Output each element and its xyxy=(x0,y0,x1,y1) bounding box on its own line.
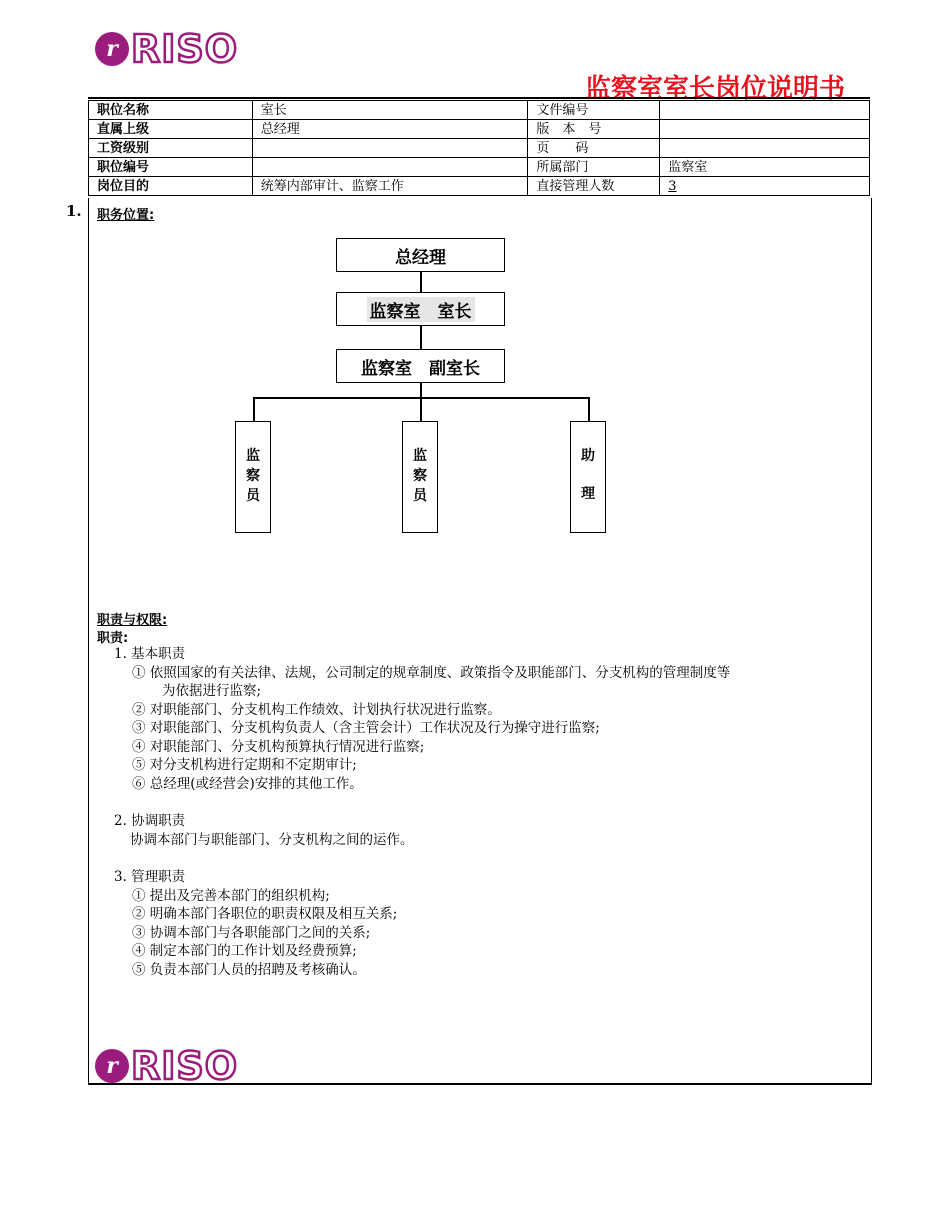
table-row xyxy=(89,101,870,120)
org-connector xyxy=(588,397,590,421)
duty-item: 协调本部门与职能部门、分支机构之间的运作。 xyxy=(130,832,414,848)
section-number: 1. xyxy=(66,202,82,220)
table-value: 统筹内部审计、监察工作 xyxy=(252,177,528,196)
document-title: 监察室室长岗位说明书 xyxy=(585,74,846,104)
table-row xyxy=(89,158,870,177)
org-node-general-manager: 总经理 xyxy=(336,238,505,272)
riso-logo xyxy=(95,27,239,71)
table-value xyxy=(252,158,528,177)
table-label: 职位编号 xyxy=(89,158,253,177)
duty-item: ④ 制定本部门的工作计划及经费预算; xyxy=(132,943,357,959)
org-node-director-label: 监察室 室长 xyxy=(367,297,475,322)
duty-item: 为依据进行监察; xyxy=(162,683,262,699)
table-label: 版 本 号 xyxy=(528,120,660,139)
org-node-char: 理 xyxy=(581,486,595,502)
section-title-responsibilities: 职责与权限: xyxy=(97,613,168,628)
table-row xyxy=(89,139,870,158)
org-node-char: 员 xyxy=(246,488,260,504)
org-connector xyxy=(420,272,422,292)
table-label: 岗位目的 xyxy=(89,177,253,196)
org-node-inspector xyxy=(402,421,438,533)
table-value xyxy=(660,120,870,139)
org-node-char: 监 xyxy=(246,448,260,464)
table-label: 所属部门 xyxy=(528,158,660,177)
table-value: 室长 xyxy=(252,101,528,120)
duty-item: ⑤ 对分支机构进行定期和不定期审计; xyxy=(132,757,357,773)
org-node-deputy-director: 监察室 副室长 xyxy=(336,349,505,383)
logo-text: RISO xyxy=(131,1044,239,1088)
duty-item: ③ 对职能部门、分支机构负责人（含主管会计）工作状况及行为操守进行监察; xyxy=(132,720,600,736)
org-node-inspector xyxy=(235,421,271,533)
table-label: 文件编号 xyxy=(528,101,660,120)
duty-item: ⑤ 负责本部门人员的招聘及考核确认。 xyxy=(132,962,366,978)
org-connector xyxy=(420,383,422,398)
table-row xyxy=(89,120,870,139)
position-info-table xyxy=(88,100,870,196)
org-node-char: 察 xyxy=(413,468,427,484)
table-value: 3 xyxy=(660,177,870,196)
table-value: 总经理 xyxy=(252,120,528,139)
footer-riso-logo xyxy=(95,1044,239,1088)
duty-item: ① 提出及完善本部门的组织机构; xyxy=(132,888,330,904)
table-label: 直属上级 xyxy=(89,120,253,139)
logo-text: RISO xyxy=(131,27,239,71)
org-connector xyxy=(253,397,255,421)
table-label: 职位名称 xyxy=(89,101,253,120)
duty-item: ③ 协调本部门与各职能部门之间的关系; xyxy=(132,925,371,941)
table-value: 监察室 xyxy=(660,158,870,177)
org-connector xyxy=(420,326,422,349)
header-rule xyxy=(88,97,870,99)
org-node-director xyxy=(336,292,505,326)
duty-item: ② 对职能部门、分支机构工作绩效、计划执行状况进行监察。 xyxy=(132,702,501,718)
logo-mark-icon: r xyxy=(95,1049,129,1083)
table-label: 工资级别 xyxy=(89,139,253,158)
org-node-assistant xyxy=(570,421,606,533)
duty-item: ④ 对职能部门、分支机构预算执行情况进行监察; xyxy=(132,739,425,755)
org-node-char: 监 xyxy=(413,448,427,464)
table-value xyxy=(252,139,528,158)
duty-group-heading: 2. 协调职责 xyxy=(114,813,186,829)
duty-group-heading: 3. 管理职责 xyxy=(114,869,186,885)
org-connector xyxy=(420,397,422,421)
duty-item: ⑥ 总经理(或经营会)安排的其他工作。 xyxy=(132,776,363,792)
duty-item: ② 明确本部门各职位的职责权限及相互关系; xyxy=(132,906,398,922)
table-label: 直接管理人数 xyxy=(528,177,660,196)
table-label: 页 码 xyxy=(528,139,660,158)
duty-item: ① 依照国家的有关法律、法规，公司制定的规章制度、政策指令及职能部门、分支机构的管理制度等 xyxy=(132,665,731,681)
org-node-char: 员 xyxy=(413,488,427,504)
table-value xyxy=(660,139,870,158)
org-node-char: 察 xyxy=(246,468,260,484)
logo-mark-icon: r xyxy=(95,32,129,66)
section-title-position: 职务位置: xyxy=(97,208,155,223)
table-row xyxy=(89,177,870,196)
org-node-char: 助 xyxy=(581,448,595,464)
duties-label: 职责: xyxy=(97,631,129,646)
table-value xyxy=(660,101,870,120)
duty-group-heading: 1. 基本职责 xyxy=(114,646,186,662)
